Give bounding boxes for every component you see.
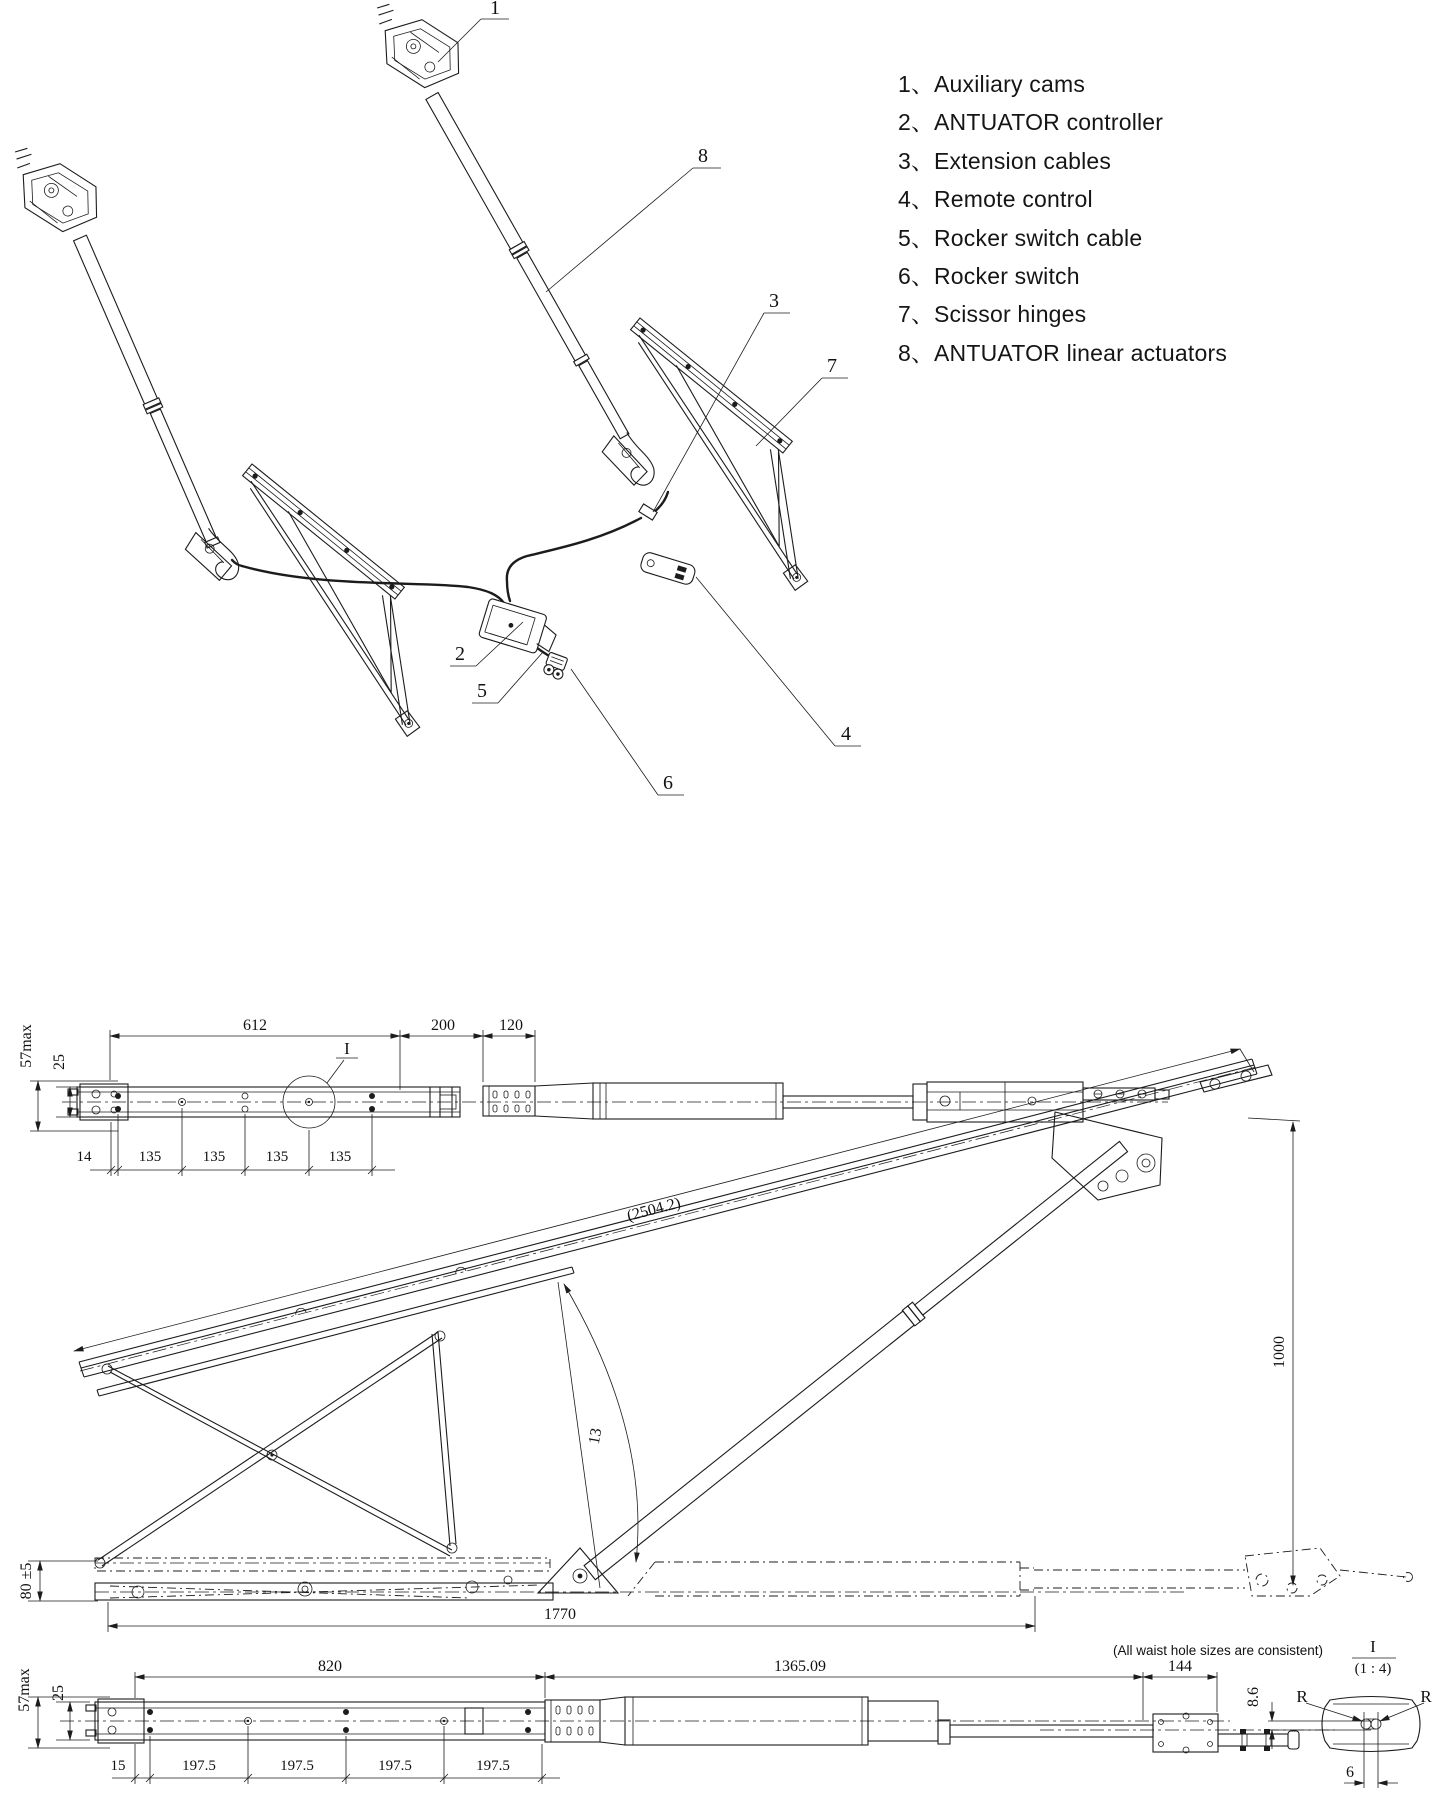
plan-perforation-slots [556, 1706, 593, 1735]
part-label: Rocker switch cable [934, 224, 1143, 251]
part-item-3 [898, 143, 1238, 181]
dim-820: 820 [318, 1658, 342, 1675]
side-view-raised [18, 1049, 1413, 1632]
iso-callouts [438, 0, 861, 795]
part-item-1 [898, 66, 1238, 104]
plan-dims-bottom [111, 1726, 561, 1784]
part-label: Remote control [934, 186, 1093, 213]
angle-13 [558, 1282, 638, 1588]
scissor-hinge-left [180, 464, 482, 739]
remote-control [639, 551, 696, 586]
rocker-switch [542, 652, 569, 680]
dim-1975-3: 197.5 [378, 1758, 412, 1774]
dim-6: 6 [1346, 1764, 1354, 1781]
callout-6: 6 [663, 772, 673, 794]
dim-1000: 1000 [1271, 1336, 1288, 1368]
detail-mark-I: I [1370, 1637, 1376, 1656]
callout-8: 8 [698, 145, 708, 167]
part-number: 3、 [898, 147, 935, 174]
side-actuator [538, 1065, 1272, 1593]
auxiliary-cam-right [356, 1, 473, 98]
part-number: 2、 [898, 109, 935, 136]
dim-25-plan: 25 [50, 1685, 67, 1701]
callout-3: 3 [769, 290, 779, 312]
dim-57max-plan: 57max [16, 1668, 33, 1712]
part-item-8 [898, 335, 1238, 373]
stub-shaft [1218, 1729, 1299, 1751]
top-view-dimensions [18, 1017, 535, 1176]
callout-5: 5 [477, 680, 487, 702]
dim-135-1: 135 [138, 1149, 162, 1165]
plan-dims-top [135, 1658, 1217, 1720]
part-number: 8、 [898, 339, 935, 366]
parts-list [898, 66, 1238, 373]
scissor-hinge-right [568, 318, 870, 593]
callout-2: 2 [455, 643, 465, 665]
part-label: Extension cables [934, 147, 1112, 174]
part-number: 1、 [898, 71, 935, 97]
dim-80-5: 80 ±5 [18, 1562, 35, 1600]
dim-135-3: 135 [265, 1149, 289, 1165]
callout-1: 1 [490, 0, 500, 19]
dim-1975-4: 197.5 [476, 1758, 510, 1774]
dim-612: 612 [243, 1017, 267, 1034]
actuator-foot-left [182, 526, 244, 583]
dim-135-4: 135 [328, 1149, 352, 1165]
waist-hole-note: (All waist hole sizes are consistent) [1112, 1643, 1324, 1658]
dim-135-2: 135 [202, 1149, 226, 1165]
part-item-5 [898, 220, 1238, 258]
plan-view-extended [16, 1637, 1432, 1788]
side-actuator-retracted [628, 1548, 1413, 1596]
dim-14: 14 [76, 1149, 92, 1165]
mounting-plate [1153, 1713, 1218, 1753]
dim-1365: 1365.09 [774, 1658, 826, 1675]
left-linear-actuator [0, 145, 244, 583]
part-label: ANTUATOR linear actuators [934, 339, 1228, 366]
controller-box [478, 598, 560, 658]
callout-4: 4 [841, 723, 851, 745]
dim-15: 15 [110, 1758, 126, 1774]
part-item-2 [898, 104, 1238, 142]
part-number: 7、 [898, 301, 935, 328]
detail-scale: (1 : 4) [1354, 1661, 1392, 1677]
callout-7: 7 [827, 355, 837, 377]
part-item-4 [898, 181, 1238, 219]
part-item-7 [898, 296, 1238, 334]
radius-label-right: R [1420, 1687, 1432, 1706]
right-linear-actuator [356, 1, 661, 489]
cable-harness [232, 492, 668, 660]
part-item-6 [898, 258, 1238, 296]
dim-13: 13 [585, 1426, 606, 1446]
top-view-retracted [18, 1017, 1169, 1176]
iso-exploded-view [0, 0, 870, 795]
waist-hole-detail [1296, 1687, 1432, 1788]
dim-1975-2: 197.5 [280, 1758, 314, 1774]
part-label: ANTUATOR controller [934, 109, 1164, 136]
dim-144: 144 [1168, 1658, 1192, 1675]
dim-2504: (2504.2) [625, 1194, 683, 1225]
part-label: Auxiliary cams [934, 71, 1086, 97]
side-base [95, 1558, 1185, 1600]
part-label: Scissor hinges [934, 301, 1087, 328]
auxiliary-cam-left [0, 145, 111, 242]
radius-label-left: R [1296, 1687, 1308, 1706]
perforation-slots [493, 1091, 530, 1112]
part-number: 6、 [898, 262, 935, 289]
detail-mark-I-top: I [344, 1039, 350, 1058]
part-label: Rocker switch [934, 262, 1080, 289]
dim-1770: 1770 [544, 1606, 576, 1623]
part-number: 5、 [898, 224, 935, 251]
dim-1975-1: 197.5 [182, 1758, 216, 1774]
dim-57max-top: 57max [18, 1024, 35, 1068]
actuator-foot-right [597, 428, 662, 488]
detail-label [1352, 1637, 1396, 1677]
side-scissor [95, 1331, 457, 1568]
dim-25-top: 25 [51, 1054, 68, 1070]
dim-8-6: 8.6 [1245, 1687, 1262, 1707]
dim-200: 200 [431, 1017, 455, 1034]
dim-120: 120 [499, 1017, 523, 1034]
part-number: 4、 [898, 186, 935, 213]
rail-holes [115, 1093, 375, 1112]
